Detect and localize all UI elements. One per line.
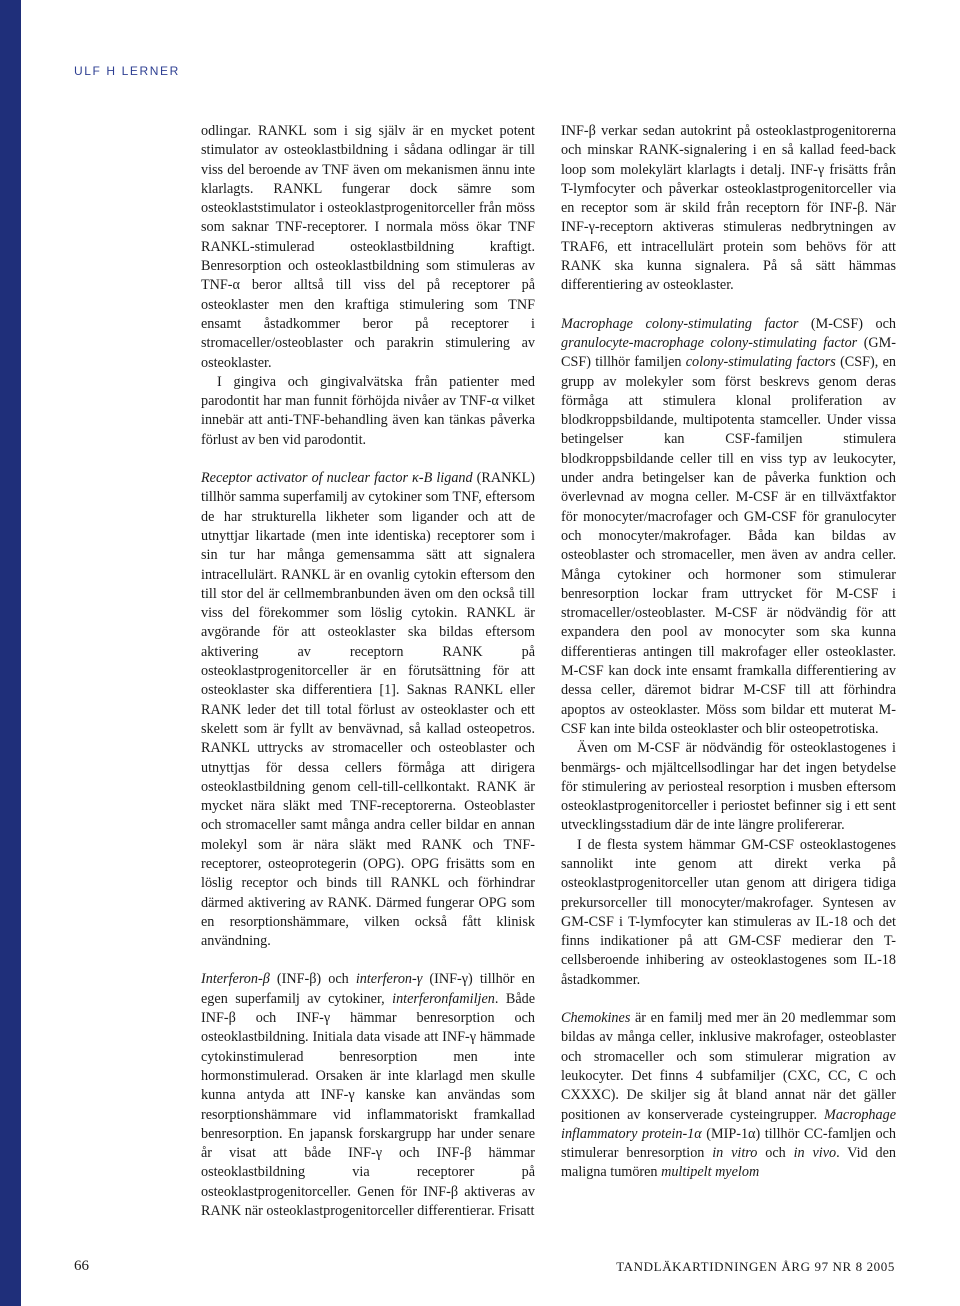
paragraph: I gingiva och gingivalvätska från patienter med parodontit har man funnit förhöjda nivåer av TNF-α vilket innebär att anti-TNF-behandling även kan tänkas påverka förlust av ben vid parodontit. [201, 373, 535, 448]
running-head: ULF H LERNER [74, 64, 180, 78]
journal-footer: TANDLÄKARTIDNINGEN ÅRG 97 NR 8 2005 [616, 1259, 895, 1274]
paragraph: odlingar. RANKL som i sig själv är en mycket potent stimulator av osteoklastbildning i sådana odlingar är till viss del beroende av TNF även om mekanismen ännu inte klarlagts. RANKL fungerar dock sämre som osteoklaststimulator i osteoklastprogenitorceller från möss som saknar TNF-receptorer. I normala möss ökar TNF RANKL-stimulerad osteoklastbildning kraftigt. Benresorption och osteoklastbildning som stimuleras av TNF-α beror alltså till viss del på receptorer på osteoklaster men den kraftiga stimulering som TNF ensamt åstadkommer beror på receptorer i stromaceller/osteoblaster och parakrin stimulering av osteoklaster. [201, 123, 535, 371]
paragraph: Även om M-CSF är nödvändig för osteoklastogenes i benmärgs- och mjältcellsodlingar har det ingen betydelse för stimulering av periosteal resorption i musben eftersom osteoklastprogenitorceller i periostet befinner sig i ett sent utvecklingsstadium där de inte längre prolifererar. [561, 740, 896, 834]
paragraph: INF-β verkar sedan autokrint på osteoklastprogenitorerna och minskar RANK-signalering i en så kallad feed-back loop som molekylärt klarlagts i detalj. INF-γ frisätts från T-lymfocyter och påverkar osteoklastprogenitorceller via en receptor som är skild från receptorn för INF-β. När INF-γ-receptorn aktiveras stimuleras nedbrytningen av TRAF6, ett intracellulärt protein som behövs för att RANK ska kunna signalera. På så sätt hämmas differentiering av osteoklaster. [561, 123, 896, 294]
paragraph-csf: Macrophage colony-stimulating factor (M-CSF) och granulocyte-macrophage colony-stimulating factor (GM-CSF) tillhör familjen colony-stimulating factors (CSF), en grupp av molekyler som först beskrevs genom deras förmåga att stimulera klonal proliferation av blodkroppsbildande, multipotenta stamceller. Under vissa betingelser kan CSF-familjen stimulera blodkroppsbildande celler till en viss typ av leukocyter, under andra betingelser kan de påverka funktion och överlevnad av mogna celler. M-CSF är en tillväxtfaktor för monocyter/macrofager och GM-CSF för granulocyter och monocyter/makrofager. Båda kan bildas av osteoblaster och stromaceller, men även av andra celler. Många cytokiner och hormoner som stimulerar benresorption lockar fram uttrycket för M-CSF i stromaceller/osteoblaster. M-CSF är nödvändig för att expandera den pool av monocyter som ska kunna differentieras antingen till makrofager eller osteoklaster. M-CSF kan dock inte ensamt framkalla differentiering av dessa celler, däremot bidrar M-CSF till att förhindra apoptos av osteoklaster. Möss som bildar ett muterat M-CSF kan inte bilda osteoklaster och blir osteopetrotiska. [561, 315, 897, 737]
term: Chemokines [561, 1010, 631, 1027]
term: Macrophage colony-stimulating factor [561, 315, 799, 332]
left-column [201, 122, 535, 1221]
term: interferon-γ [355, 971, 423, 988]
right-column [561, 122, 896, 1183]
term: in vivo [793, 1145, 837, 1162]
term: Macrophage inflammatory protein-1α [561, 1106, 896, 1142]
term: multipelt myelom [661, 1164, 760, 1181]
term: interferonfamiljen [392, 990, 495, 1007]
paragraph-rankl: Receptor activator of nuclear factor κ-B ligand (RANKL) tillhör samma superfamilj av cytokiner som TNF, eftersom de har strukturella likheter som ligander och att de utnyttjar likartade (men inte identiska) receptorer som i sin tur har många gemensamma sätt att signalera intracellulärt. RANKL är en ovanlig cytokin eftersom den till stor del är cellmembranbunden även om den också till viss del förekommer som löslig cytokin. RANKL är avgörande för att osteoklaster ska bildas eftersom aktivering av receptorn RANK på osteoklastprogenitorceller är en förutsättning för att osteoklaster ska differentiera [1]. Saknas RANKL eller RANK leder det till total förlust av osteoklaster och ett skelett som är fyllt av benvävnad, så kallad osteopetros. RANKL uttrycks av stromaceller och osteoblaster och utnyttjas för dessa cellers förmåga att dirigera osteoklastbildning genom cell-till-cellkontakt. RANK är mycket nära släkt med TNF-receptorerna. Osteoblaster och stromaceller samt många andra celler bildar en annan molekyl som är nära släkt med RANK och TNF-receptorer, osteoprotegerin (OPG). OPG frisätts som en löslig receptor och binds till RANKL och förhindrar därmed aktivering av RANK. Därmed fungerar OPG som en resorptionshämmare, vilken också fått klinisk användning. [201, 470, 535, 950]
term: colony-stimulating factors [685, 354, 836, 371]
paragraph-chemokines: Chemokines är en familj med mer än 20 medlemmar som bildas av många celler, inklusive makrofager, osteoblaster och stromaceller och som stimulerar migration av leukocyter. Det finns 4 subfamiljer (CXC, CC, C och CXXXC). De skiljer sig åt bland annat när det gäller positionen av konserverade cysteingrupper. Macrophage inflammatory protein-1α (MIP-1α) tillhör CC-famljen och stimulerar benresorption in vitro och in vivo. Vid den maligna tumören multipelt myelom [561, 1010, 896, 1181]
side-color-bar [0, 0, 21, 1306]
term: Receptor activator of nuclear factor κ-B ligand [201, 470, 473, 487]
term: granulocyte-macrophage colony-stimulating factor [561, 334, 858, 351]
page-number: 66 [74, 1258, 89, 1274]
paragraph: I de flesta system hämmar GM-CSF osteoklastogenes sannolikt inte genom att direkt verka på osteoklastprogenitorceller utan genom att dirigera tidiga prekursorceller till monocyter/makrofager. Syntesen av GM-CSF i T-lymfocyter kan stimuleras av IL-18 och det finns indikationer på att GM-CSF medierar den T-cellsberoende inhibering av osteoklastogenes som IL-18 åstadkommer. [561, 836, 896, 988]
term: in vitro [712, 1145, 758, 1162]
paragraph-interferon: Interferon-β (INF-β) och interferon-γ (INF-γ) tillhör en egen superfamilj av cytokiner, interferonfamiljen. Både INF-β och INF-γ hämmar benresorption och osteoklastbildning. Initiala data visade att INF-γ hämmade cytokinstimulerad benresorption men inte hormonstimulerad. Orsaken är inte klarlagd men skulle kunna antyda att INF-γ kanske kan användas som resorptionshämmare vid inflammatoriskt framkallad benresorption. En japansk forskargrupp har under senare år visat att både INF-γ och INF-β hämmar osteoklastbildning via receptorer på osteoklastprogenitorceller. Genen för INF-β aktiveras av RANK när osteoklastprogenitorceller differentierar. Frisatt [201, 971, 536, 1220]
term: Interferon-β [201, 971, 270, 988]
